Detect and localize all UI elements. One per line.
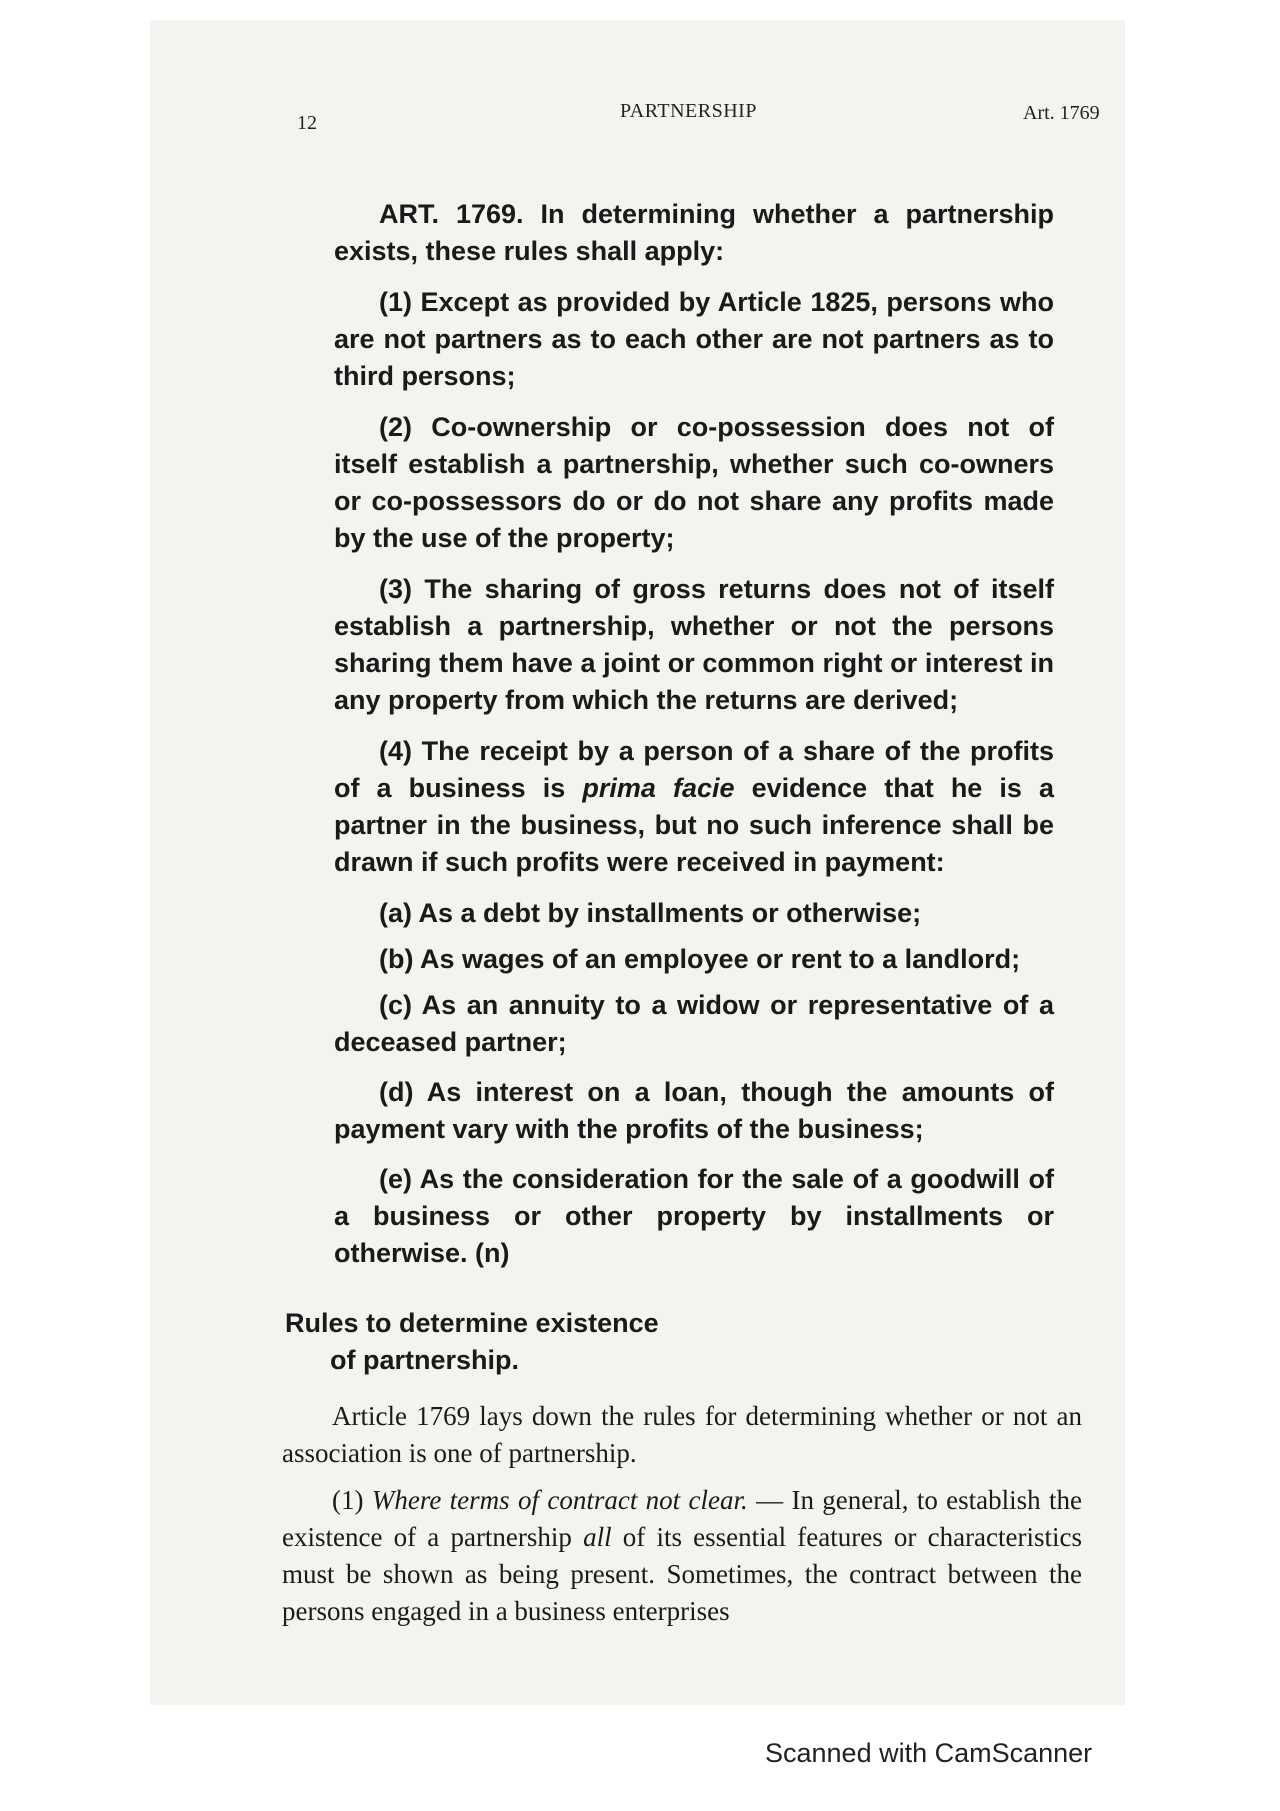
page-number: 12	[297, 112, 317, 134]
rule-2: (2) Co-ownership or co-possession does not of itself establish a partnership, whether such co-owners or co-possessors do or do not share any profits made by the use of the property;	[334, 412, 1054, 553]
scanner-watermark: Scanned with CamScanner	[765, 1738, 1093, 1768]
rule-1: (1) Except as provided by Article 1825, persons who are not partners as to each other are not partners as to third persons;	[334, 287, 1054, 391]
rule-4-italic: prima facie	[582, 773, 735, 803]
subrule-e: (e) As the consideration for the sale of a goodwill of a business or other property by installments or otherwise. (n)	[334, 1164, 1054, 1268]
rule-4	[334, 733, 1054, 881]
rule-3: (3) The sharing of gross returns does not of itself establish a partnership, whether or not the persons sharing them have a joint or common right or interest in any property from which the returns are derived;	[334, 574, 1054, 715]
para-2-text-b: of its essential features or characteristics must be shown as being present. Sometimes, the contract between the persons engaged in a business enterprises	[282, 1522, 1083, 1626]
subrule-b: (b) As wages of an employee or rent to a landlord;	[379, 944, 1021, 974]
article-intro: ART. 1769. In determining whether a partnership exists, these rules shall apply:	[334, 199, 1054, 266]
rule-4-text-a: (4) The receipt by a person of a share of the profits of a business is	[334, 736, 1054, 803]
subrule-c: (c) As an annuity to a widow or representative of a deceased partner;	[334, 990, 1054, 1057]
rule-4-text-b: evidence that he is a partner in the business, but no such inference shall be drawn if such profits were received in payment:	[334, 773, 1055, 877]
subrule-d: (d) As interest on a loan, though the amounts of payment vary with the profits of the business;	[334, 1077, 1054, 1144]
running-title: PARTNERSHIP	[620, 100, 757, 122]
section-heading-line2: of partnership.	[330, 1345, 520, 1375]
section-heading	[285, 1305, 659, 1379]
para-2-text-a: — In general, to establish the existence of a partnership	[282, 1485, 1083, 1552]
running-article-ref: Art. 1769	[1023, 102, 1100, 124]
section-heading-line1: Rules to determine existence	[285, 1308, 659, 1338]
para-2-italic-all: all	[583, 1522, 612, 1552]
commentary-text	[282, 1398, 1082, 1640]
subrule-a: (a) As a debt by installments or otherwise;	[379, 898, 922, 928]
commentary-para-2	[282, 1482, 1082, 1630]
para-2-number: (1)	[332, 1485, 372, 1515]
article-text	[334, 196, 1054, 1285]
para-2-italic-title: Where terms of contract not clear.	[371, 1485, 748, 1515]
commentary-para-1: Article 1769 lays down the rules for determining whether or not an association is one of partnership.	[282, 1401, 1082, 1468]
